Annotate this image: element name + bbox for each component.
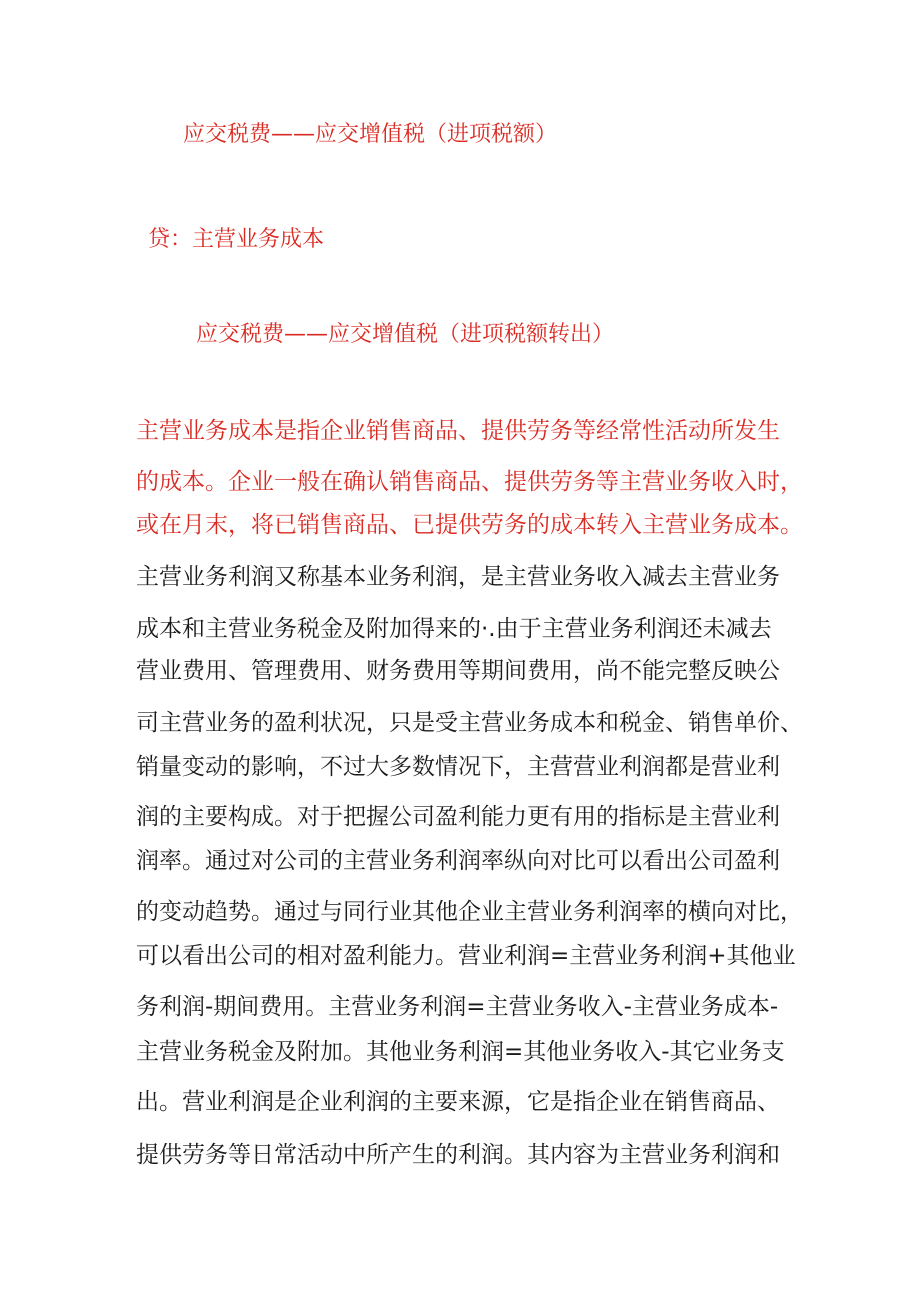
definition-line: 主营业务成本是指企业销售商品、提供劳务等经常性活动所发生: [136, 418, 780, 444]
entry-input-tax-transfer-out: 应交税费——应交增值税（进项税额转出）: [196, 322, 615, 347]
body-line: 成本和主营业务税金及附加得来的·.由于主营业务利润还未减去: [136, 616, 772, 642]
body-line: 润率。通过对公司的主营业务利润率纵向对比可以看出公司盈利: [136, 848, 780, 874]
body-line: 出。营业利润是企业利润的主要来源，它是指企业在销售商品、: [136, 1089, 780, 1115]
body-line: 润的主要构成。对于把握公司盈利能力更有用的指标是主营业利: [136, 804, 780, 830]
body-line: 主营业务利润又称基本业务利润，是主营业务收入减去主营业务: [136, 564, 780, 590]
entry-input-tax: 应交税费——应交增值税（进项税额）: [183, 122, 558, 147]
entry-credit-main-business-cost: 贷：主营业务成本: [148, 227, 325, 252]
body-line: 可以看出公司的相对盈利能力。营业利润=主营业务利润+其他业: [136, 943, 796, 969]
body-line: 务利润-期间费用。主营业务利润=主营业务收入-主营业务成本-: [136, 994, 779, 1020]
body-line: 的变动趋势。通过与同行业其他企业主营业务利润率的横向对比，: [136, 899, 803, 925]
definition-line: 或在月末，将已销售商品、已提供劳务的成本转入主营业务成本。: [136, 512, 803, 538]
body-line: 司主营业务的盈利状况，只是受主营业务成本和税金、销售单价、: [136, 710, 803, 736]
definition-line: 的成本。企业一般在确认销售商品、提供劳务等主营业务收入时，: [136, 469, 803, 495]
body-line: 营业费用、管理费用、财务费用等期间费用，尚不能完整反映公: [136, 658, 780, 684]
body-line: 主营业务税金及附加。其他业务利润=其他业务收入-其它业务支: [136, 1039, 785, 1065]
body-line: 销量变动的影响，不过大多数情况下，主营营业利润都是营业利: [136, 754, 780, 780]
body-line: 提供劳务等日常活动中所产生的利润。其内容为主营业务利润和: [136, 1142, 780, 1168]
